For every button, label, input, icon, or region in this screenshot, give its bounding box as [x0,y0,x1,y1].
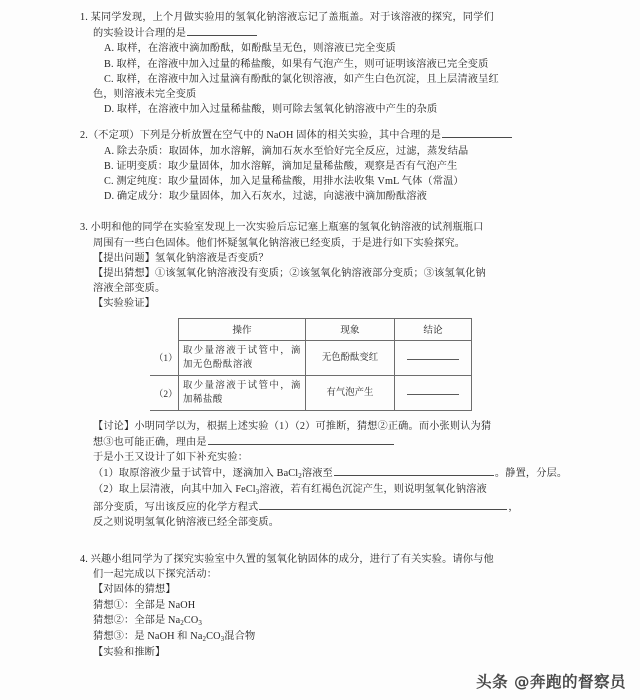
spacer [80,411,580,419]
question-1-stem-line-2 [80,25,580,41]
question-2-stem-text: 2.（不定项）下列是分析放置在空气中的 NaOH 固体的相关实验，其中合理的是 [80,130,441,142]
step-2-mid: 溶液，若有红褐色沉淀产生，则说明氢氧化钠溶液 [259,484,487,496]
question-2-option-a[interactable]: A. 除去杂质：取固体，加水溶解，滴加石灰水至恰好完全反应，过滤，蒸发结晶 [104,145,469,157]
step-2-prefix: （2）取上层清液，向其中加入 FeCl [93,484,256,496]
spacer [80,206,580,220]
table-row [150,375,472,410]
question-4-stem-line-1: 4. 兴趣小组同学为了探究实验室中久置的氢氧化钠固体的成分，进行了有关实验。请你与他 [80,554,494,566]
question-1 [80,10,580,117]
table-cell-conclusion-2[interactable] [395,375,472,410]
discussion-step-2 [80,482,580,498]
question-1-option-c[interactable]: C. 取样，在溶液中加入过量滴有酚酞的氯化钡溶液，如产生白色沉淀，且上层清液呈红 [104,73,499,85]
table-cell-operation-1: 取少量溶液于试管中，滴加无色酚酞溶液 [179,340,306,375]
answer-blank-equation[interactable] [259,499,507,510]
guess-label: 【提出猜想】 [93,268,156,280]
table-header-index [150,318,179,340]
table-row [150,340,472,375]
problem-label: 【提出问题】 [93,252,156,264]
guess-3-suffix: 混合物 [224,631,256,643]
answer-blank-q2[interactable] [442,127,512,138]
question-2-stem [80,127,580,143]
na2co3-subscript-a: 2 [180,618,184,627]
question-4-guess-1: 猜想①：全部是 NaOH [93,599,196,611]
discussion-label: 【讨论】 [93,420,135,432]
question-4-stem-line-2: 们一起完成以下探究活动： [93,569,218,581]
table-header-conclusion: 结论 [395,318,472,340]
question-1-option-d[interactable]: D. 取样，在溶液中加入过量稀盐酸，则可除去氢氧化钠溶液中产生的杂质 [104,104,438,116]
table-header-row [150,318,472,340]
na2co3-subscript-d: 3 [220,635,225,644]
table-header-operation: 操作 [179,318,306,340]
discussion-text-2: 想③也可能正确，理由是 [93,436,207,448]
discussion-line-3: 于是小王又设计了如下补充实验： [93,452,249,464]
na2co3-subscript-c: 2 [202,635,207,644]
guess-2-mid: CO [183,614,199,626]
step-1-mid: 溶液至 [301,468,333,480]
guess-2-prefix: 猜想②：全部是 Na [93,614,181,626]
table-cell-conclusion-1[interactable] [395,340,472,375]
problem-text: 氢氧化钠溶液是否变质？ [155,252,269,264]
bacl2-subscript: 2 [298,472,302,481]
discussion-step-2-cont [80,499,580,515]
question-3-problem [80,251,580,266]
question-2-option-d[interactable]: D. 确定成分：取少量固体，加入石灰水，过滤，向滤液中滴加酚酞溶液 [104,191,428,203]
guess-text-1: ①该氢氧化钠溶液没有变质；②该氢氧化钠溶液部分变质；③该氢氧化钠 [155,268,486,280]
question-2-option-b[interactable]: B. 证明变质：取少量固体，加水溶解，滴加足量稀盐酸，观察是否有气泡产生 [104,160,458,172]
table-row-index-1: （1） [150,340,179,375]
question-4-guess-2 [80,613,580,629]
spacer [80,532,580,552]
question-1-stem-line-1: 1. 某同学发现，上个月做实验用的氢氧化钠溶液忘记了盖瓶盖。对于该溶液的探究，同学们 [80,12,494,23]
question-3-guess-line-2: 溶液全部变质。 [93,283,166,295]
step-1-prefix: （1）取原溶液少量于试管中，逐滴加入 BaCl [93,468,299,480]
question-1-stem-text: 的实验设计合理的是 [93,28,187,40]
discussion-line-2 [80,434,580,450]
fecl3-subscript: 3 [255,488,260,497]
discussion-text-1: 小明同学以为，根据上述实验（1）（2）可推断，猜想②正确。而小张则认为猜 [134,420,492,432]
question-1-option-c-cont: 色，则溶液未完全变质 [93,89,197,101]
question-3 [80,220,580,530]
question-4-guess-label: 【对固体的猜想】 [93,584,176,596]
na2co3-subscript-b: 3 [198,618,203,627]
answer-blank-step1[interactable] [334,465,494,476]
watermark-platform: 头条 [476,673,509,691]
table-header-phenomenon: 现象 [306,318,395,340]
experiment-table-wrap [80,318,580,411]
answer-blank-reason[interactable] [208,434,394,445]
question-1-option-b[interactable]: B. 取样，在溶液中加入过量的稀盐酸，如果有气泡产生，则可证明该溶液已完全变质 [104,58,489,70]
question-1-option-a[interactable]: A. 取样，在溶液中滴加酚酞，如酚酞呈无色，则溶液已完全变质 [104,43,397,55]
answer-blank-q1[interactable] [187,25,257,36]
document-content [80,10,580,663]
watermark-handle: @奔跑的督察员 [513,673,626,691]
conclusion-blank-1[interactable] [407,352,459,360]
guess-3-prefix: 猜想③：是 NaOH 和 Na [93,631,203,643]
question-3-verify-label: 【实验验证】 [93,298,156,310]
question-3-stem-line-2: 周围有一些白色固体。他们怀疑氢氧化钠溶液已经变质，于是进行如下实验探究。 [93,237,466,249]
table-cell-phenomenon-1: 无色酚酞变红 [306,340,395,375]
question-3-guess-line-1 [80,266,580,281]
step-2-cont-suffix: ， [508,501,519,513]
watermark [476,670,626,692]
step-1-suffix: 。静置，分层。 [494,468,568,480]
step-2-cont-prefix: 部分变质，写出该反应的化学方程式 [93,501,259,513]
question-2-option-c[interactable]: C. 测定纯度：取少量固体，加入足量稀盐酸，用排水法收集 VmL 气体（常温） [104,176,464,188]
question-4-experiment-label: 【实验和推断】 [93,647,166,659]
question-4 [80,552,580,660]
question-3-stem-line-1: 3. 小明和他的同学在实验室发现上一次实验后忘记塞上瓶塞的氢氧化钠溶液的试剂瓶瓶口 [80,222,484,234]
conclusion-blank-2[interactable] [407,387,459,395]
discussion-line-1 [80,419,580,434]
table-cell-phenomenon-2: 有气泡产生 [306,375,395,410]
discussion-step-1 [80,465,580,482]
table-cell-operation-2: 取少量溶液于试管中，滴加稀盐酸 [179,375,306,410]
guess-3-mid: CO [206,631,221,643]
spacer [80,119,580,127]
question-4-guess-3 [80,629,580,645]
table-row-index-2: （2） [150,375,179,410]
experiment-table [150,318,472,411]
discussion-step-3: 反之则说明氢氧化钠溶液已经全部变质。 [93,516,280,528]
question-2 [80,127,580,204]
